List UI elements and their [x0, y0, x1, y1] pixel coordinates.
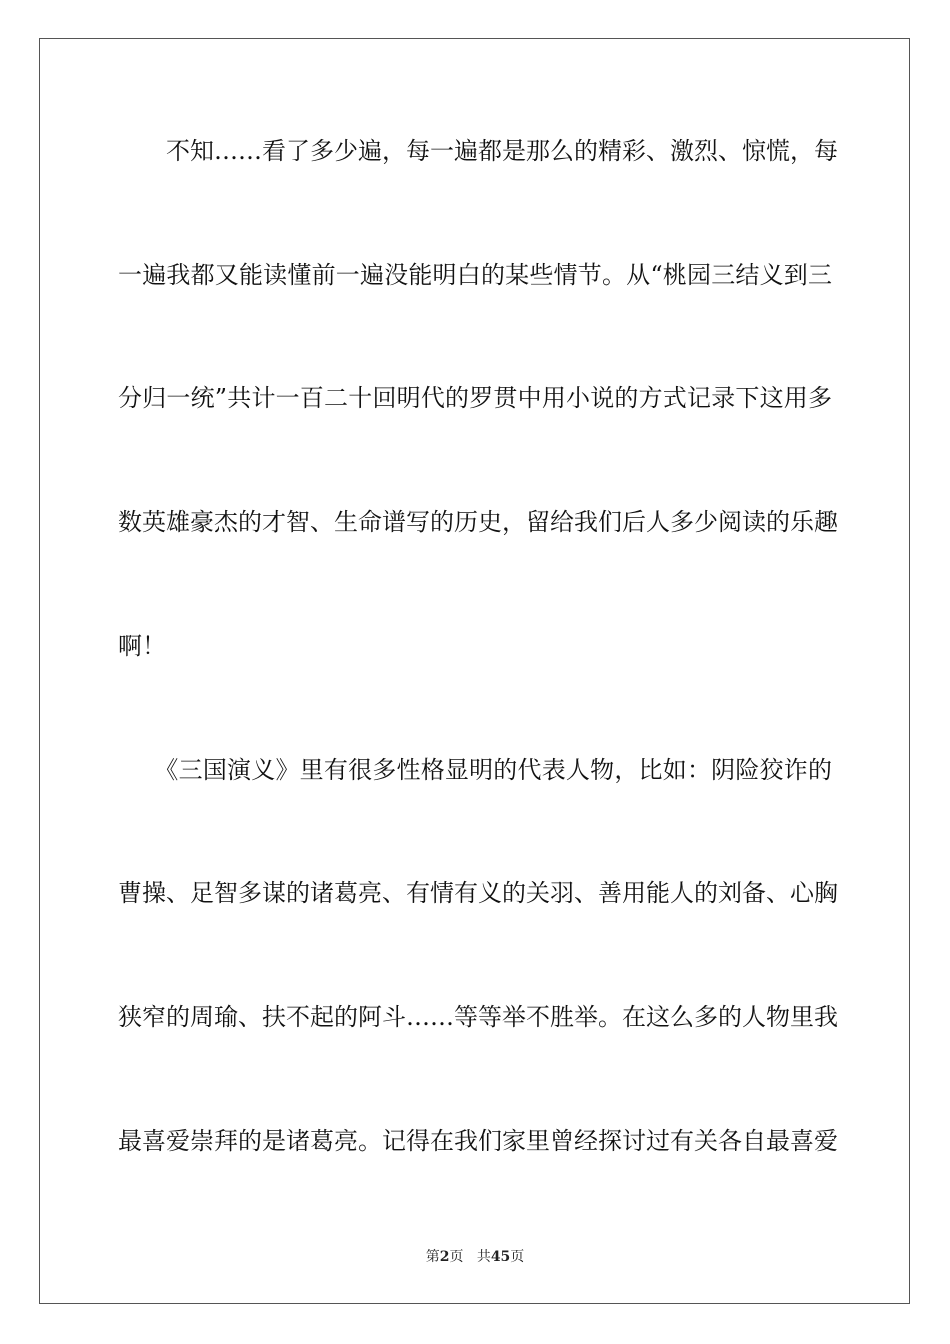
paragraph-2-line-4: 最喜爱崇拜的是诸葛亮。记得在我们家里曾经探讨过有关各自最喜爱 — [118, 1127, 838, 1155]
footer-total-pages: 45 — [490, 1249, 511, 1265]
paragraph-1-line-1: 不知……看了多少遍，每一遍都是那么的精彩、激烈、惊慌，每 — [118, 137, 838, 165]
paragraph-1-line-5: 啊！ — [118, 632, 166, 660]
footer-page-number: 2 — [439, 1249, 450, 1265]
footer-total-suffix: 页 — [510, 1249, 525, 1265]
paragraph-2-line-2: 曹操、足智多谋的诸葛亮、有情有义的关羽、善用能人的刘备、心胸 — [118, 879, 838, 907]
page-footer — [0, 1248, 950, 1266]
footer-total-prefix: 共 — [476, 1249, 491, 1265]
footer-page-suffix: 页 — [449, 1249, 464, 1265]
paragraph-2-line-1: 《三国演义》里有很多性格显明的代表人物，比如：阴险狡诈的 — [118, 756, 832, 784]
paragraph-1-line-2: 一遍我都又能读懂前一遍没能明白的某些情节。从“桃园三结义到三 — [118, 261, 832, 289]
paragraph-2-line-3: 狭窄的周瑜、扶不起的阿斗……等等举不胜举。在这么多的人物里我 — [118, 1003, 838, 1031]
page-border — [39, 38, 910, 1304]
paragraph-1-line-3: 分归一统”共计一百二十回明代的罗贯中用小说的方式记录下这用多 — [118, 384, 832, 412]
footer-page-prefix: 第 — [425, 1249, 440, 1265]
paragraph-1-line-4: 数英雄豪杰的才智、生命谱写的历史，留给我们后人多少阅读的乐趣 — [118, 508, 838, 536]
